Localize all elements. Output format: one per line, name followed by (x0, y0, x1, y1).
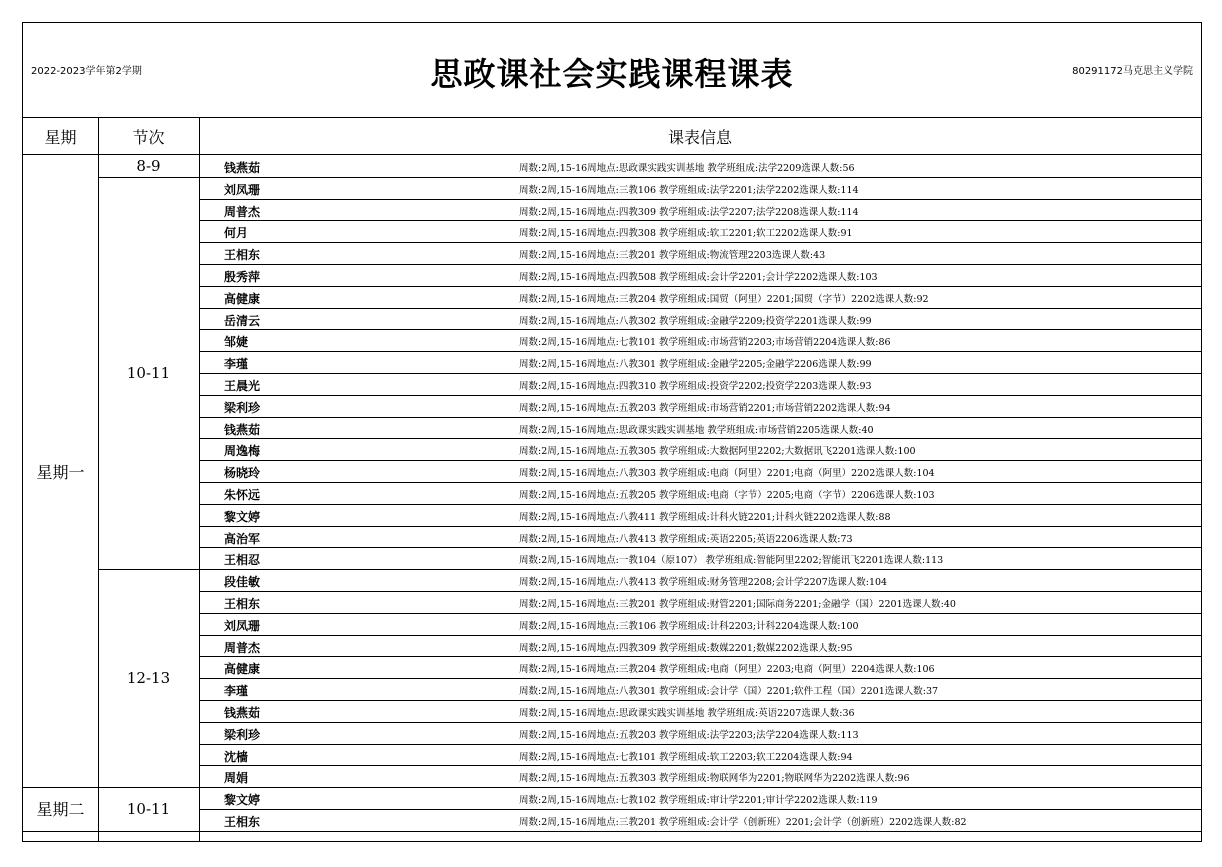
table-row (200, 417, 1202, 439)
table-row (200, 700, 1202, 722)
page-header (23, 23, 1201, 118)
period-cell: 10-11 (126, 363, 171, 382)
teacher-name: 岳清云 (224, 313, 261, 328)
course-info: 周数:2周,15-16周地点:七教101 教学班组成:软工2203;软工2204选课人数:94 (519, 751, 853, 763)
table-row (200, 569, 1202, 591)
table-row (200, 722, 1202, 744)
course-info: 周数:2周,15-16周地点:三教201 教学班组成:会计学（创新班）2201;会计学（创新班）2202选课人数:82 (519, 817, 967, 828)
table-row (200, 373, 1202, 395)
horizontal-rule (199, 831, 1201, 832)
course-info: 周数:2周,15-16周地点:五教203 教学班组成:市场营销2201;市场营销2202选课人数:94 (519, 402, 891, 414)
table-row (200, 264, 1202, 286)
course-info: 周数:2周,15-16周地点:思政课实践实训基地 教学班组成:法学2209选课人数:56 (519, 163, 855, 174)
table-row (200, 809, 1202, 831)
teacher-name: 何月 (224, 226, 249, 241)
table-row (200, 460, 1202, 482)
teacher-name: 钱燕茹 (224, 161, 261, 175)
day-cell: 星期一 (36, 462, 85, 482)
table-row (200, 177, 1202, 199)
teacher-name: 周逸梅 (224, 444, 261, 459)
teacher-name: 王相东 (224, 248, 261, 263)
horizontal-rule (23, 831, 98, 832)
course-info: 周数:2周,15-16周地点:八教413 教学班组成:财务管理2208;会计学2207选课人数:104 (519, 577, 888, 589)
teacher-name: 李瑾 (224, 357, 249, 372)
page-title: 思政课社会实践课程课表 (430, 55, 794, 93)
table-row (200, 526, 1202, 548)
teacher-name: 王相东 (224, 815, 261, 829)
course-info: 周数:2周,15-16周地点:四教508 教学班组成:会计学2201;会计学2202选课人数:103 (519, 272, 878, 283)
course-info: 周数:2周,15-16周地点:三教201 教学班组成:物流管理2203选课人数:43 (519, 250, 826, 262)
course-info: 周数:2周,15-16周地点:三教204 教学班组成:国贸（阿里）2201;国贸（字节）2202选课人数:92 (519, 293, 929, 305)
period-cell: 10-11 (126, 799, 171, 818)
teacher-name: 杨晓玲 (224, 466, 261, 481)
teacher-name: 黎文婷 (224, 509, 261, 524)
teacher-name: 钱燕茹 (224, 422, 261, 437)
teacher-name: 梁利珍 (224, 727, 261, 742)
course-info: 周数:2周,15-16周地点:八教301 教学班组成:会计学（国）2201;软件工程（国）2201选课人数:37 (519, 686, 939, 698)
table-row (200, 744, 1202, 766)
course-info: 周数:2周,15-16周地点:四教309 教学班组成:数媒2201;数媒2202选课人数:95 (519, 642, 853, 654)
course-info: 周数:2周,15-16周地点:八教303 教学班组成:电商（阿里）2201;电商（阿里）2202选课人数:104 (519, 468, 935, 480)
table-row (200, 613, 1202, 635)
teacher-name: 沈樯 (224, 749, 249, 764)
teacher-name: 周娟 (224, 771, 249, 786)
day-cell: 星期二 (36, 800, 85, 820)
horizontal-rule (98, 831, 199, 832)
table-row (200, 438, 1202, 460)
table-row (200, 591, 1202, 613)
table-row (200, 547, 1202, 569)
course-info: 周数:2周,15-16周地点:四教308 教学班组成:软工2201;软工2202选课人数:91 (519, 228, 853, 240)
column-header-info: 课表信息 (199, 118, 1201, 155)
course-info: 周数:2周,15-16周地点:一教104（原107） 教学班组成:智能阿里2202;智能讯飞2201选课人数:113 (519, 555, 944, 567)
teacher-name: 刘凤珊 (224, 182, 261, 197)
teacher-name: 高健康 (224, 662, 261, 677)
schedule-frame (22, 22, 1202, 842)
course-info: 周数:2周,15-16周地点:八教413 教学班组成:英语2205;英语2206选课人数:73 (519, 533, 853, 545)
course-info: 周数:2周,15-16周地点:八教411 教学班组成:计科火链2201;计科火链2202选课人数:88 (519, 511, 891, 523)
course-info: 周数:2周,15-16周地点:七教101 教学班组成:市场营销2203;市场营销2204选课人数:86 (519, 337, 891, 349)
table-row (200, 308, 1202, 330)
vertical-rule (98, 118, 99, 841)
course-info: 周数:2周,15-16周地点:五教205 教学班组成:电商（字节）2205;电商（字节）2206选课人数:103 (519, 490, 935, 501)
teacher-name: 周普杰 (224, 204, 261, 219)
period-cell: 12-13 (126, 669, 171, 688)
table-row (200, 199, 1202, 221)
teacher-name: 钱燕茹 (224, 706, 261, 720)
teacher-name: 朱怀远 (224, 488, 261, 502)
term-label: 2022-2023学年第2学期 (31, 66, 142, 77)
course-info: 周数:2周,15-16周地点:四教309 教学班组成:法学2207;法学2208选课人数:114 (519, 206, 859, 218)
teacher-name: 王相东 (224, 597, 261, 611)
course-info: 周数:2周,15-16周地点:七教102 教学班组成:审计学2201;审计学2202选课人数:119 (519, 795, 878, 807)
table-row (200, 395, 1202, 417)
table-row (200, 482, 1202, 504)
table-row (200, 504, 1202, 526)
course-info: 周数:2周,15-16周地点:思政课实践实训基地 教学班组成:市场营销2205选课人数:40 (519, 424, 874, 436)
column-header-day: 星期 (23, 118, 98, 155)
teacher-name: 刘凤珊 (224, 618, 261, 633)
college-label: 80291172马克思主义学院 (1072, 66, 1193, 77)
teacher-name: 邹婕 (224, 335, 249, 350)
teacher-name: 王相忍 (224, 553, 261, 568)
teacher-name: 高治军 (224, 531, 261, 546)
table-row (200, 242, 1202, 264)
table-row (200, 635, 1202, 657)
table-row (200, 220, 1202, 242)
table-row (200, 351, 1202, 373)
table-row (200, 286, 1202, 308)
teacher-name: 王晨光 (224, 379, 261, 393)
teacher-name: 殷秀萍 (224, 270, 261, 284)
course-info: 周数:2周,15-16周地点:五教203 教学班组成:法学2203;法学2204选课人数:113 (519, 729, 859, 741)
vertical-rule (199, 118, 200, 841)
course-info: 周数:2周,15-16周地点:八教301 教学班组成:金融学2205;金融学2206选课人数:99 (519, 359, 872, 371)
teacher-name: 段佳敏 (224, 575, 261, 590)
course-info: 周数:2周,15-16周地点:三教201 教学班组成:财管2201;国际商务2201;金融学（国）2201选课人数:40 (519, 599, 956, 610)
teacher-name: 周普杰 (224, 640, 261, 655)
teacher-name: 高健康 (224, 291, 261, 306)
course-info: 周数:2周,15-16周地点:三教204 教学班组成:电商（阿里）2203;电商（阿里）2204选课人数:106 (519, 664, 935, 676)
table-row (200, 765, 1202, 787)
course-info: 周数:2周,15-16周地点:思政课实践实训基地 教学班组成:英语2207选课人数:36 (519, 708, 855, 719)
teacher-name: 梁利珍 (224, 400, 261, 415)
course-info: 周数:2周,15-16周地点:三教106 教学班组成:计科2203;计科2204选课人数:100 (519, 620, 859, 632)
course-info: 周数:2周,15-16周地点:五教303 教学班组成:物联网华为2201;物联网华为2202选课人数:96 (519, 773, 910, 785)
table-row (200, 656, 1202, 678)
table-row (200, 155, 1202, 177)
column-header-period: 节次 (98, 118, 199, 155)
period-cell: 8-9 (136, 156, 161, 175)
table-row (200, 329, 1202, 351)
teacher-name: 黎文婷 (224, 793, 261, 808)
teacher-name: 李瑾 (224, 684, 249, 699)
table-row (200, 678, 1202, 700)
course-info: 周数:2周,15-16周地点:三教106 教学班组成:法学2201;法学2202选课人数:114 (519, 184, 859, 196)
table-row (200, 787, 1202, 809)
course-info: 周数:2周,15-16周地点:五教305 教学班组成:大数据阿里2202;大数据讯飞2201选课人数:100 (519, 446, 916, 458)
course-info: 周数:2周,15-16周地点:八教302 教学班组成:金融学2209;投资学2201选课人数:99 (519, 315, 872, 327)
course-info: 周数:2周,15-16周地点:四教310 教学班组成:投资学2202;投资学2203选课人数:93 (519, 381, 872, 392)
